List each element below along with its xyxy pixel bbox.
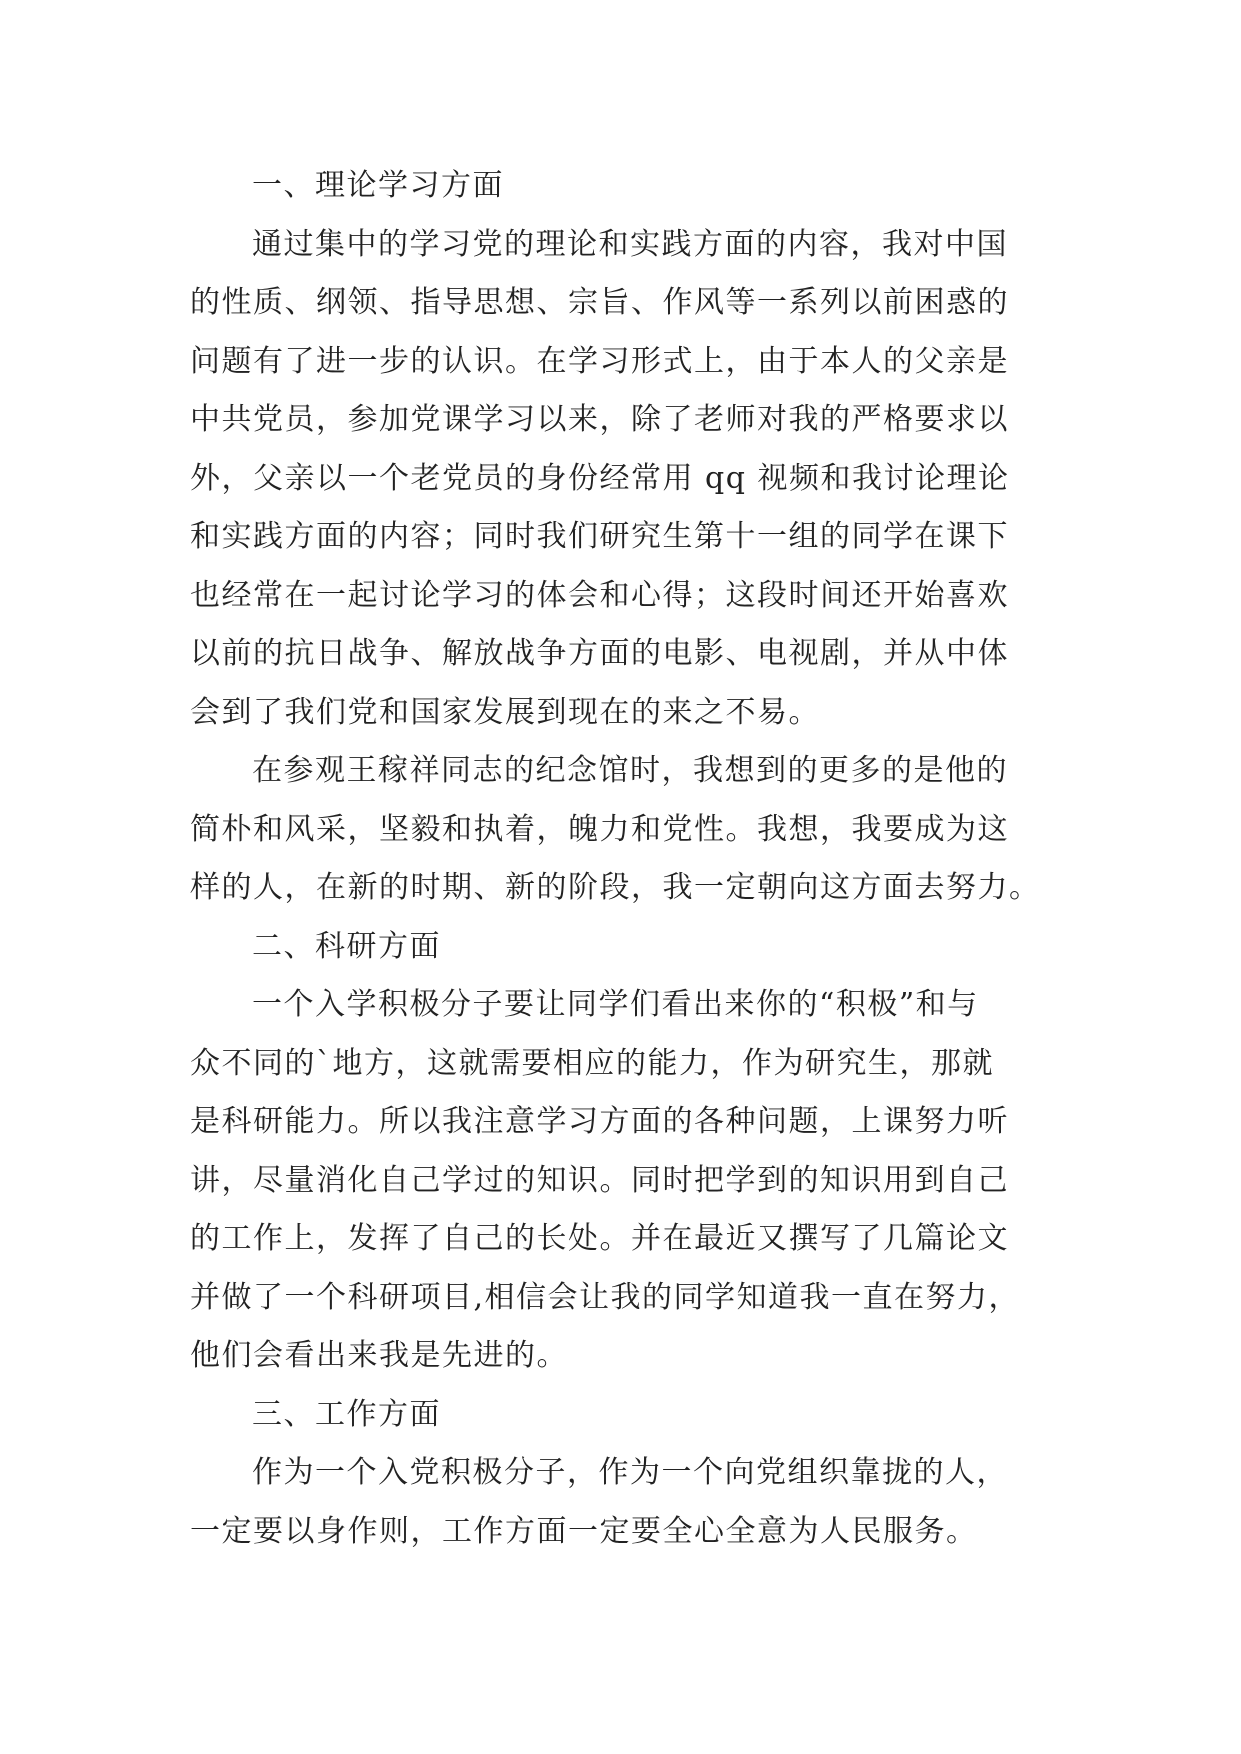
paragraph-line: 是科研能力。所以我注意学习方面的各种问题，上课努力听 — [190, 1104, 1009, 1139]
paragraph-line: 并做了一个科研项目,相信会让我的同学知道我一直在努力， — [190, 1279, 1021, 1315]
paragraph-line: 以前的抗日战争、解放战争方面的电影、电视剧，并从中体 — [190, 636, 1009, 671]
document-body — [190, 157, 1062, 1561]
paragraph-line: 简朴和风采，坚毅和执着，魄力和党性。我想，我要成为这 — [190, 811, 1009, 847]
section-heading-work: 三、工作方面 — [252, 1396, 441, 1432]
paragraph-line: 一个入学积极分子要让同学们看出来你的“积极”和与 — [252, 987, 979, 1022]
section-heading-research: 二、科研方面 — [252, 928, 441, 964]
paragraph-line: 中共党员，参加党课学习以来，除了老师对我的严格要求以 — [190, 402, 1009, 437]
paragraph-line: 一定要以身作则，工作方面一定要全心全意为人民服务。 — [190, 1513, 978, 1549]
paragraph-line: 样的人，在新的时期、新的阶段，我一定朝向这方面去努力。 — [190, 870, 1041, 905]
paragraph-line: 在参观王稼祥同志的纪念馆时，我想到的更多的是他的 — [252, 753, 1008, 788]
paragraph-line: 众不同的`地方，这就需要相应的能力，作为研究生，那就 — [190, 1045, 994, 1081]
paragraph-line: 的工作上，发挥了自己的长处。并在最近又撰写了几篇论文 — [190, 1221, 1009, 1256]
paragraph-line: 通过集中的学习党的理论和实践方面的内容，我对中国 — [252, 226, 1008, 262]
paragraph-line: 问题有了进一步的认识。在学习形式上，由于本人的父亲是 — [190, 343, 1009, 379]
paragraph-line: 他们会看出来我是先进的。 — [190, 1338, 568, 1373]
paragraph-line: 和实践方面的内容；同时我们研究生第十一组的同学在课下 — [190, 519, 1009, 554]
paragraph-line: 会到了我们党和国家发展到现在的来之不易。 — [190, 694, 820, 730]
paragraph-line: 的性质、纲领、指导思想、宗旨、作风等一系列以前困惑的 — [190, 285, 1009, 320]
paragraph-line: 也经常在一起讨论学习的体会和心得；这段时间还开始喜欢 — [190, 577, 1009, 613]
section-heading-theory: 一、理论学习方面 — [252, 168, 504, 203]
paragraph-line: 外，父亲以一个老党员的身份经常用 qq 视频和我讨论理论 — [190, 460, 1010, 496]
paragraph-line: 作为一个入党积极分子，作为一个向党组织靠拢的人， — [252, 1455, 1008, 1490]
paragraph-line: 讲，尽量消化自己学过的知识。同时把学到的知识用到自己 — [190, 1162, 1009, 1198]
